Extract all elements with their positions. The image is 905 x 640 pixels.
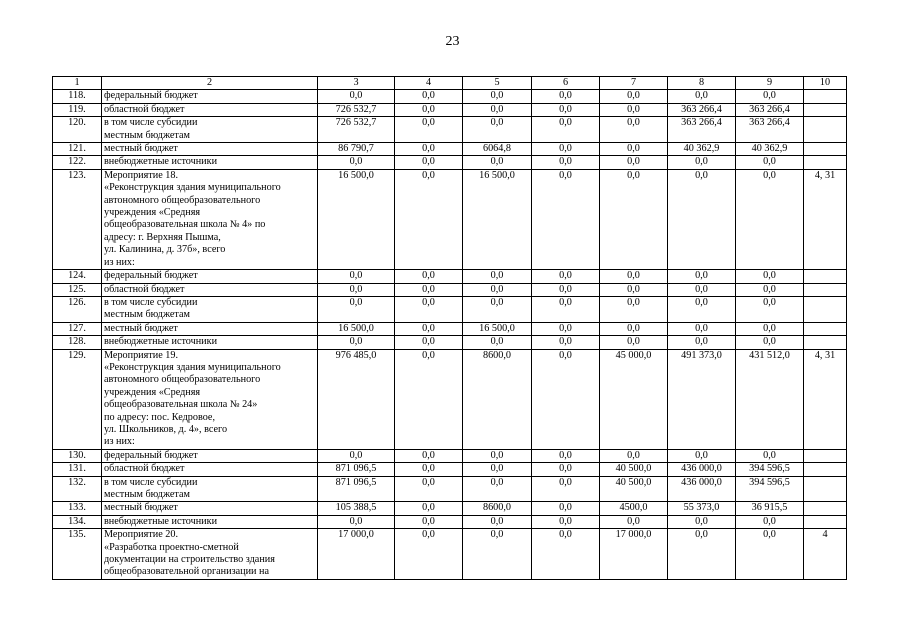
total-value: 871 096,5 — [318, 463, 395, 476]
row-description: в том числе субсидии местным бюджетам — [102, 476, 318, 502]
total-value: 0,0 — [318, 270, 395, 283]
year-value-1: 0,0 — [395, 117, 463, 143]
row-description: местный бюджет — [102, 143, 318, 156]
year-value-2: 0,0 — [463, 296, 532, 322]
year-value-6: 0,0 — [736, 336, 804, 349]
year-value-4: 0,0 — [600, 90, 668, 103]
year-value-1: 0,0 — [395, 529, 463, 580]
year-value-1: 0,0 — [395, 502, 463, 515]
row-description: областной бюджет — [102, 103, 318, 116]
year-value-6: 0,0 — [736, 322, 804, 335]
year-value-3: 0,0 — [532, 103, 600, 116]
year-value-5: 0,0 — [668, 515, 736, 528]
year-value-3: 0,0 — [532, 529, 600, 580]
year-value-5: 0,0 — [668, 296, 736, 322]
year-value-2: 16 500,0 — [463, 169, 532, 269]
year-value-2: 0,0 — [463, 463, 532, 476]
row-number: 130. — [53, 449, 102, 462]
year-value-6: 0,0 — [736, 529, 804, 580]
year-value-5: 363 266,4 — [668, 117, 736, 143]
year-value-3: 0,0 — [532, 283, 600, 296]
year-value-5: 0,0 — [668, 169, 736, 269]
row-description: местный бюджет — [102, 322, 318, 335]
column-number-9: 9 — [736, 77, 804, 90]
column-number-7: 7 — [600, 77, 668, 90]
year-value-6: 394 596,5 — [736, 463, 804, 476]
year-value-6: 431 512,0 — [736, 349, 804, 449]
row-description: в том числе субсидии местным бюджетам — [102, 296, 318, 322]
year-value-3: 0,0 — [532, 449, 600, 462]
year-value-4: 0,0 — [600, 515, 668, 528]
year-value-3: 0,0 — [532, 156, 600, 169]
row-number: 132. — [53, 476, 102, 502]
column-number-4: 4 — [395, 77, 463, 90]
year-value-1: 0,0 — [395, 449, 463, 462]
total-value: 0,0 — [318, 90, 395, 103]
target-reference: 4 — [804, 529, 847, 580]
total-value: 86 790,7 — [318, 143, 395, 156]
row-number: 123. — [53, 169, 102, 269]
year-value-1: 0,0 — [395, 336, 463, 349]
year-value-3: 0,0 — [532, 270, 600, 283]
year-value-6: 394 596,5 — [736, 476, 804, 502]
year-value-1: 0,0 — [395, 90, 463, 103]
year-value-5: 491 373,0 — [668, 349, 736, 449]
year-value-3: 0,0 — [532, 169, 600, 269]
year-value-4: 45 000,0 — [600, 349, 668, 449]
row-description: областной бюджет — [102, 463, 318, 476]
target-reference — [804, 103, 847, 116]
year-value-1: 0,0 — [395, 515, 463, 528]
target-reference — [804, 296, 847, 322]
row-description: федеральный бюджет — [102, 90, 318, 103]
year-value-5: 0,0 — [668, 322, 736, 335]
year-value-6: 363 266,4 — [736, 117, 804, 143]
total-value: 0,0 — [318, 336, 395, 349]
target-reference — [804, 322, 847, 335]
row-number: 121. — [53, 143, 102, 156]
year-value-2: 8600,0 — [463, 349, 532, 449]
row-description: внебюджетные источники — [102, 156, 318, 169]
year-value-6: 363 266,4 — [736, 103, 804, 116]
year-value-2: 0,0 — [463, 270, 532, 283]
column-number-6: 6 — [532, 77, 600, 90]
year-value-6: 0,0 — [736, 90, 804, 103]
year-value-3: 0,0 — [532, 90, 600, 103]
year-value-2: 0,0 — [463, 336, 532, 349]
total-value: 16 500,0 — [318, 169, 395, 269]
year-value-4: 0,0 — [600, 336, 668, 349]
year-value-6: 36 915,5 — [736, 502, 804, 515]
year-value-1: 0,0 — [395, 103, 463, 116]
total-value: 0,0 — [318, 449, 395, 462]
column-number-8: 8 — [668, 77, 736, 90]
row-number: 118. — [53, 90, 102, 103]
row-number: 133. — [53, 502, 102, 515]
target-reference — [804, 463, 847, 476]
row-number: 119. — [53, 103, 102, 116]
target-reference — [804, 449, 847, 462]
table-row — [53, 476, 847, 502]
year-value-4: 0,0 — [600, 117, 668, 143]
year-value-3: 0,0 — [532, 117, 600, 143]
table-row — [53, 322, 847, 335]
total-value: 16 500,0 — [318, 322, 395, 335]
row-description: местный бюджет — [102, 502, 318, 515]
year-value-2: 0,0 — [463, 156, 532, 169]
row-number: 122. — [53, 156, 102, 169]
table-row — [53, 515, 847, 528]
column-number-3: 3 — [318, 77, 395, 90]
table-row — [53, 349, 847, 449]
year-value-4: 0,0 — [600, 322, 668, 335]
year-value-5: 0,0 — [668, 283, 736, 296]
year-value-1: 0,0 — [395, 322, 463, 335]
year-value-6: 0,0 — [736, 296, 804, 322]
year-value-5: 0,0 — [668, 156, 736, 169]
row-description: внебюджетные источники — [102, 336, 318, 349]
year-value-2: 0,0 — [463, 103, 532, 116]
total-value: 976 485,0 — [318, 349, 395, 449]
table-row — [53, 169, 847, 269]
row-description: Мероприятие 20. «Разработка проектно-сметной документации на строительство здания общеобразовательной организации на — [102, 529, 318, 580]
total-value: 105 388,5 — [318, 502, 395, 515]
row-number: 128. — [53, 336, 102, 349]
year-value-6: 0,0 — [736, 270, 804, 283]
year-value-2: 0,0 — [463, 90, 532, 103]
year-value-2: 0,0 — [463, 476, 532, 502]
year-value-6: 0,0 — [736, 515, 804, 528]
total-value: 0,0 — [318, 515, 395, 528]
year-value-1: 0,0 — [395, 143, 463, 156]
target-reference — [804, 502, 847, 515]
year-value-1: 0,0 — [395, 296, 463, 322]
year-value-5: 55 373,0 — [668, 502, 736, 515]
table-row — [53, 502, 847, 515]
total-value: 0,0 — [318, 296, 395, 322]
target-reference — [804, 117, 847, 143]
year-value-1: 0,0 — [395, 463, 463, 476]
row-number: 129. — [53, 349, 102, 449]
year-value-4: 0,0 — [600, 143, 668, 156]
target-reference — [804, 476, 847, 502]
target-reference — [804, 515, 847, 528]
year-value-4: 0,0 — [600, 156, 668, 169]
target-reference — [804, 283, 847, 296]
year-value-1: 0,0 — [395, 156, 463, 169]
year-value-3: 0,0 — [532, 143, 600, 156]
column-number-10: 10 — [804, 77, 847, 90]
year-value-4: 0,0 — [600, 103, 668, 116]
target-reference — [804, 90, 847, 103]
table-row — [53, 296, 847, 322]
year-value-5: 0,0 — [668, 270, 736, 283]
row-number: 135. — [53, 529, 102, 580]
table-header-row — [53, 77, 847, 90]
year-value-4: 4500,0 — [600, 502, 668, 515]
target-reference — [804, 336, 847, 349]
row-number: 120. — [53, 117, 102, 143]
total-value: 0,0 — [318, 156, 395, 169]
total-value: 17 000,0 — [318, 529, 395, 580]
year-value-4: 0,0 — [600, 283, 668, 296]
table-row — [53, 90, 847, 103]
year-value-1: 0,0 — [395, 349, 463, 449]
budget-table — [52, 76, 847, 580]
year-value-4: 40 500,0 — [600, 476, 668, 502]
target-reference — [804, 156, 847, 169]
year-value-2: 16 500,0 — [463, 322, 532, 335]
year-value-4: 17 000,0 — [600, 529, 668, 580]
row-number: 125. — [53, 283, 102, 296]
year-value-2: 0,0 — [463, 515, 532, 528]
total-value: 0,0 — [318, 283, 395, 296]
year-value-3: 0,0 — [532, 322, 600, 335]
year-value-1: 0,0 — [395, 476, 463, 502]
table-row — [53, 463, 847, 476]
year-value-3: 0,0 — [532, 502, 600, 515]
year-value-5: 0,0 — [668, 529, 736, 580]
row-number: 134. — [53, 515, 102, 528]
table-row — [53, 156, 847, 169]
table-row — [53, 103, 847, 116]
year-value-3: 0,0 — [532, 463, 600, 476]
row-number: 126. — [53, 296, 102, 322]
target-reference: 4, 31 — [804, 169, 847, 269]
year-value-1: 0,0 — [395, 270, 463, 283]
year-value-4: 0,0 — [600, 296, 668, 322]
year-value-2: 6064,8 — [463, 143, 532, 156]
row-description: областной бюджет — [102, 283, 318, 296]
total-value: 726 532,7 — [318, 117, 395, 143]
column-number-5: 5 — [463, 77, 532, 90]
year-value-5: 436 000,0 — [668, 463, 736, 476]
total-value: 871 096,5 — [318, 476, 395, 502]
row-description: федеральный бюджет — [102, 270, 318, 283]
year-value-4: 40 500,0 — [600, 463, 668, 476]
table-row — [53, 117, 847, 143]
year-value-5: 436 000,0 — [668, 476, 736, 502]
year-value-2: 0,0 — [463, 449, 532, 462]
year-value-6: 40 362,9 — [736, 143, 804, 156]
year-value-5: 40 362,9 — [668, 143, 736, 156]
year-value-6: 0,0 — [736, 169, 804, 269]
row-number: 124. — [53, 270, 102, 283]
year-value-6: 0,0 — [736, 449, 804, 462]
year-value-1: 0,0 — [395, 169, 463, 269]
target-reference — [804, 270, 847, 283]
page-number: 23 — [445, 34, 460, 49]
year-value-1: 0,0 — [395, 283, 463, 296]
table-row — [53, 336, 847, 349]
table-row — [53, 283, 847, 296]
year-value-3: 0,0 — [532, 349, 600, 449]
row-description: Мероприятие 19. «Реконструкция здания муниципального автономного общеобразовательного учреждения «Средняя общеобразовательная школа № 24» по адресу: пос. Кедровое, ул. Школьников, д. 4», всего из них: — [102, 349, 318, 449]
row-number: 131. — [53, 463, 102, 476]
table-row — [53, 270, 847, 283]
year-value-2: 8600,0 — [463, 502, 532, 515]
year-value-5: 0,0 — [668, 336, 736, 349]
year-value-5: 363 266,4 — [668, 103, 736, 116]
table-row — [53, 143, 847, 156]
year-value-6: 0,0 — [736, 283, 804, 296]
table-row — [53, 529, 847, 580]
column-number-1: 1 — [53, 77, 102, 90]
year-value-4: 0,0 — [600, 449, 668, 462]
row-number: 127. — [53, 322, 102, 335]
table-row — [53, 449, 847, 462]
column-number-2: 2 — [102, 77, 318, 90]
row-description: федеральный бюджет — [102, 449, 318, 462]
target-reference: 4, 31 — [804, 349, 847, 449]
target-reference — [804, 143, 847, 156]
year-value-6: 0,0 — [736, 156, 804, 169]
year-value-2: 0,0 — [463, 117, 532, 143]
year-value-3: 0,0 — [532, 515, 600, 528]
year-value-5: 0,0 — [668, 449, 736, 462]
year-value-3: 0,0 — [532, 336, 600, 349]
row-description: внебюджетные источники — [102, 515, 318, 528]
row-description: в том числе субсидии местным бюджетам — [102, 117, 318, 143]
year-value-2: 0,0 — [463, 283, 532, 296]
year-value-4: 0,0 — [600, 270, 668, 283]
total-value: 726 532,7 — [318, 103, 395, 116]
year-value-5: 0,0 — [668, 90, 736, 103]
year-value-2: 0,0 — [463, 529, 532, 580]
year-value-4: 0,0 — [600, 169, 668, 269]
year-value-3: 0,0 — [532, 296, 600, 322]
row-description: Мероприятие 18. «Реконструкция здания муниципального автономного общеобразовательного учреждения «Средняя общеобразовательная школа № 4» по адресу: г. Верхняя Пышма, ул. Калинина, д. 37б», всего из них: — [102, 169, 318, 269]
year-value-3: 0,0 — [532, 476, 600, 502]
